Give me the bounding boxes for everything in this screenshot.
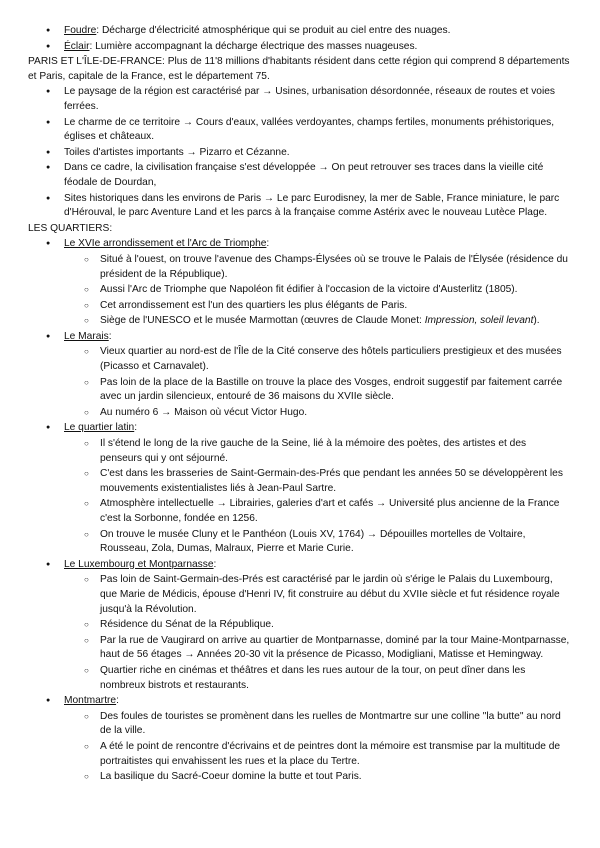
- quartier-item: ○ Vieux quartier au nord-est de l'Île de la Cité conserve des hôtels particuliers prestigieux et des musées (Picasso et Carnavalet).: [28, 345, 570, 374]
- quartier-title-text: Le XVIe arrondissement et l'Arc de Triomphe: [64, 238, 267, 250]
- item-text: ).: [533, 315, 540, 327]
- item-italic-text: Impression, soleil levant: [424, 315, 534, 327]
- quartier-item: ○ C'est dans les brasseries de Saint-Germain-des-Prés que pendant les années 50 se développèrent les mouvements existentialistes liés à Jean-Paul Sartre.: [28, 467, 570, 496]
- quartier-item: ○ A été le point de rencontre d'écrivains et de peintres dont la mémoire est transmise par la multitude de portraitistes qui envahissent les rues et la place du Tertre.: [28, 740, 570, 769]
- quartier-item: ○ Quartier riche en cinémas et théâtres et dans les rues autour de la tour, on peut dîner dans les nombreux bistrots et restaurants.: [28, 664, 570, 693]
- region-bullet: ● Dans ce cadre, la civilisation française s'est développée → On peut retrouver ses traces dans la vieille cité féodale de Dourdan,: [28, 161, 570, 190]
- quartier-item: ○ Cet arrondissement est l'un des quartiers les plus élégants de Paris.: [28, 299, 570, 314]
- definition-foudre: [28, 24, 570, 39]
- quartier-title: ● Le quartier latin:: [28, 421, 570, 436]
- quartier-item: ○ Pas loin de Saint-Germain-des-Prés est caractérisé par le jardin où s'érige le Palais du Luxembourg, que Marie de Médicis, épouse d'Henri IV, fit construire au début du XVIIe siècle et fut résidence royale jusqu'à la Révolution.: [28, 573, 570, 617]
- term-foudre: Foudre: [64, 25, 97, 36]
- region-bullet: ● Le charme de ce territoire → Cours d'eaux, vallées verdoyantes, champs fertiles, monuments préhistoriques, églises et châteaux.: [28, 116, 570, 145]
- paris-heading: PARIS ET L'ÎLE-DE-FRANCE: Plus de 11'8 millions d'habitants résident dans cette région qui comprend 8 départements et Paris, capitale de la France, est le département 75.: [28, 56, 570, 82]
- quartier-title-text: Montmartre: [64, 695, 117, 707]
- quartier-item: ○ Situé à l'ouest, on trouve l'avenue des Champs-Élysées où se trouve le Palais de l'Élysée (résidence du président de la République).: [28, 253, 570, 282]
- quartier-title: ● Le Marais:: [28, 330, 570, 345]
- region-bullet: ● Le paysage de la région est caractérisé par → Usines, urbanisation désordonnée, réseaux de routes et voies ferrées.: [28, 85, 570, 114]
- quartier-item: ○ Par la rue de Vaugirard on arrive au quartier de Montparnasse, dominé par la tour Maine-Montparnasse, haut de 56 étages → Années 20-30 vit la présence de Picasso, Modigliani, Matisse et Hemingway.: [28, 634, 570, 663]
- quartier-title-text: Le Luxembourg et Montparnasse: [64, 558, 214, 570]
- def-foudre: : Décharge d'électricité atmosphérique qui se produit au ciel entre des nuages.: [96, 25, 451, 36]
- quartier-item: ○ La basilique du Sacré-Coeur domine la butte et tout Paris.: [28, 770, 570, 785]
- quartier-item: ○ Au numéro 6 → Maison où vécut Victor Hugo.: [28, 406, 570, 421]
- quartier-title: ● Le Luxembourg et Montparnasse:: [28, 558, 570, 573]
- term-eclair: Éclair: [64, 40, 90, 52]
- def-eclair: : Lumière accompagnant la décharge électrique des masses nuageuses.: [89, 40, 418, 52]
- definition-eclair: [28, 40, 570, 55]
- quartier-title: ● Le XVIe arrondissement et l'Arc de Triomphe:: [28, 237, 570, 252]
- quartiers-heading: LES QUARTIERS:: [28, 222, 113, 234]
- quartier-title: ● Montmartre:: [28, 694, 570, 709]
- region-bullet: ● Sites historiques dans les environs de Paris → Le parc Eurodisney, la mer de Sable, France miniature, le parc d'Hérouval, le parc Aventure Land et les parcs à la française comme Astérix avec le nouveau Lutèce Plage.: [28, 192, 570, 221]
- quartier-item: ○ On trouve le musée Cluny et le Panthéon (Louis XV, 1764) → Dépouilles mortelles de Voltaire, Rousseau, Zola, Dumas, Malraux, Pierre et Marie Curie.: [28, 528, 570, 557]
- quartier-item: ○ Des foules de touristes se promènent dans les ruelles de Montmartre sur une colline "la butte" au nord de la ville.: [28, 710, 570, 739]
- item-text: Siège de l'UNESCO et le musée Marmottan (œuvres de Claude Monet:: [100, 315, 425, 327]
- quartier-title-text: Le Marais: [64, 330, 109, 342]
- quartier-item: ○ Aussi l'Arc de Triomphe que Napoléon fit édifier à l'occasion de la victoire d'Austerlitz (1805).: [28, 283, 570, 298]
- quartier-title-text: Le quartier latin: [64, 422, 135, 434]
- region-bullet: ● Toiles d'artistes importants → Pizarro et Cézanne.: [28, 146, 570, 161]
- quartier-item: [28, 314, 570, 329]
- quartier-item: ○ Atmosphère intellectuelle → Librairies, galeries d'art et cafés → Université plus ancienne de la France c'est la Sorbonne, fondée en 1256.: [28, 497, 570, 526]
- quartier-item: ○ Résidence du Sénat de la République.: [28, 618, 570, 633]
- quartier-item: ○ Il s'étend le long de la rive gauche de la Seine, lié à la mémoire des poètes, des artistes et des penseurs qui y ont séjourné.: [28, 437, 570, 466]
- quartier-item: ○ Pas loin de la place de la Bastille on trouve la place des Vosges, endroit suggestif par faitement carrée avec un jardin silencieux, entouré de 36 maisons du XVIIe siècle.: [28, 376, 570, 405]
